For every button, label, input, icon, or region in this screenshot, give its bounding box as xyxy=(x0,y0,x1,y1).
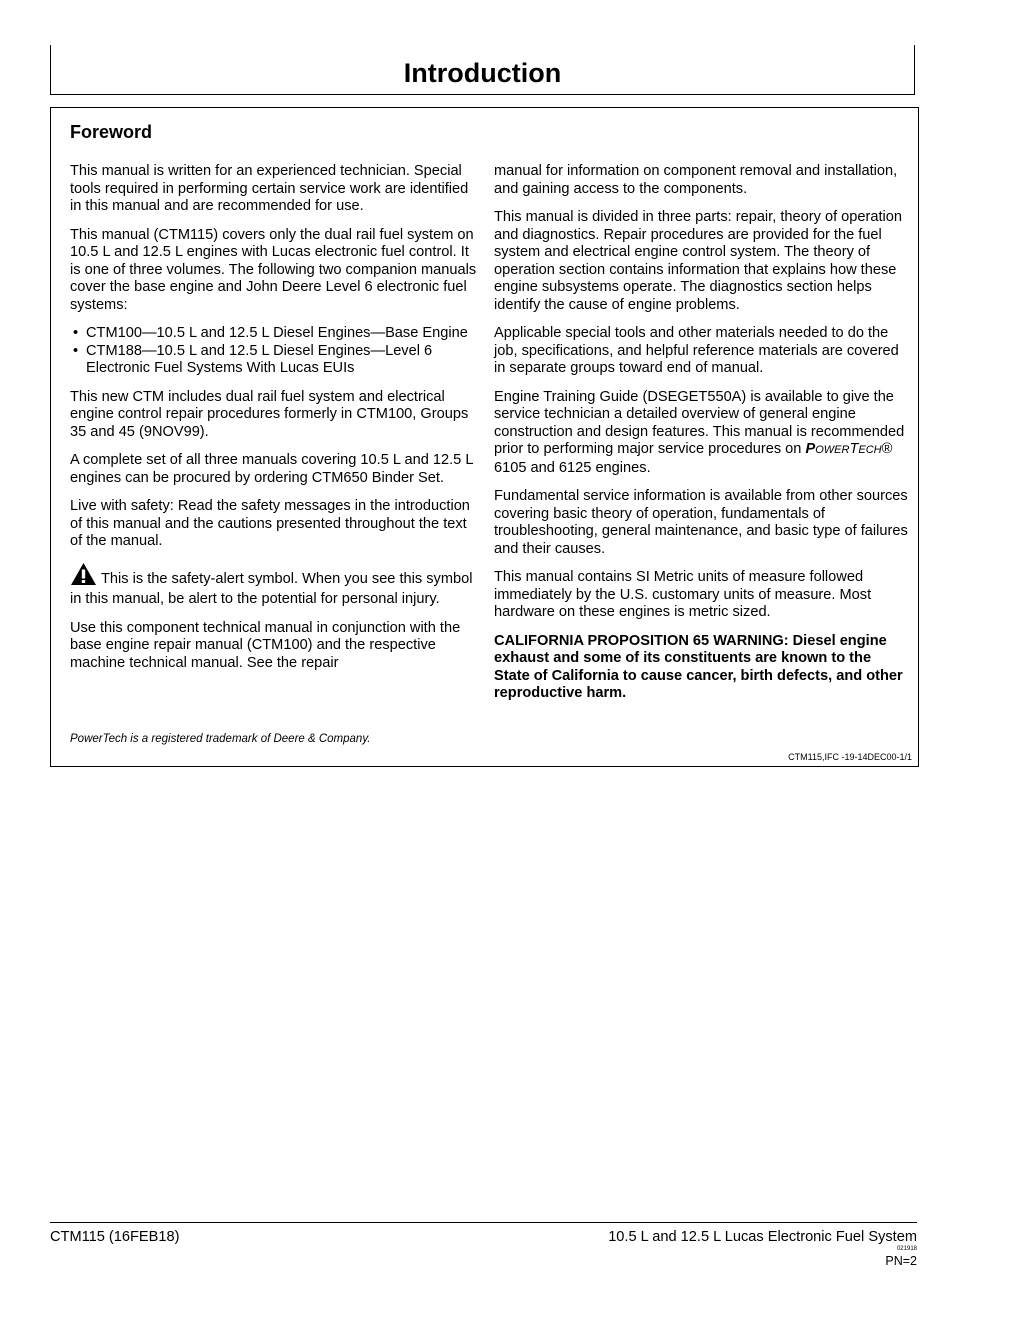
footer-manual-id: CTM115 (16FEB18) xyxy=(50,1229,180,1245)
paragraph: Applicable special tools and other materials needed to do the job, specifications, and helpful reference materials are covered in separate groups toward end of manual. xyxy=(494,325,899,376)
paragraph: Use this component technical manual in conjunction with the base engine repair manual (CTM100) and the respective machine technical manual. See the repair xyxy=(70,619,461,671)
paragraph xyxy=(494,389,909,478)
safety-alert-icon xyxy=(70,562,97,592)
paragraph: This manual (CTM115) covers only the dual rail fuel system on 10.5 L and 12.5 L engines with Lucas electronic fuel control. It is one of three volumes. The following two companion manuals cover the base engine and John Deere Level 6 electronic fuel systems: xyxy=(70,226,477,313)
list-item: • CTM188—10.5 L and 12.5 L Diesel Engines—Level 6 Electronic Fuel Systems With Lucas EUIs xyxy=(70,343,480,378)
brand-powertech: T xyxy=(849,441,859,457)
page-title: Introduction xyxy=(403,58,562,88)
left-column xyxy=(70,163,480,683)
paragraph: This manual contains SI Metric units of measure followed immediately by the U.S. customary units of measure. Most hardware on these engines is metric sized. xyxy=(494,569,872,620)
training-guide-text: Engine Training Guide (DSEGET550A) is available to give the service technician a detailed overview of general engine construction and design features. This manual is recommended prior to performing major service procedures on xyxy=(494,388,905,457)
section-title: Foreword xyxy=(70,122,153,142)
paragraph: This manual is divided in three parts: repair, theory of operation and diagnostics. Repair procedures are provided for the fuel system and electrical engine control system. The theory of operation section contains information that explains how these engine subsystems operate. The diagnostics section helps identify the cause of engine problems. xyxy=(494,209,903,313)
list-item: • CTM100—10.5 L and 12.5 L Diesel Engines—Base Engine xyxy=(70,325,480,343)
paragraph: manual for information on component removal and installation, and gaining access to the components. xyxy=(494,163,898,197)
footer-date-code: 021918 xyxy=(896,1246,917,1252)
trademark-note: PowerTech is a registered trademark of Deere & Company. xyxy=(70,733,371,745)
right-column xyxy=(494,163,909,714)
footer-divider xyxy=(50,1222,917,1223)
header-box xyxy=(50,45,915,95)
brand-powertech: ECH xyxy=(858,444,882,456)
safety-alert-text: This is the safety-alert symbol. When you see this symbol in this manual, be alert to the potential for personal injury. xyxy=(70,570,473,607)
page-number: PN=2 xyxy=(885,1254,917,1268)
paragraph: Fundamental service information is available from other sources covering basic theory of operation, fundamentals of troubleshooting, general maintenance, and basic type of failures and their causes. xyxy=(494,488,908,557)
safety-alert-paragraph xyxy=(70,562,480,609)
reference-code: CTM115,IFC -19-14DEC00-1/1 xyxy=(788,752,912,762)
paragraph: This new CTM includes dual rail fuel system and electrical engine control repair procedures formerly in CTM100, Groups 35 and 45 (9NOV99). xyxy=(70,388,469,440)
content-box xyxy=(50,107,919,767)
companion-manuals-list xyxy=(70,325,480,378)
footer-manual-title: 10.5 L and 12.5 L Lucas Electronic Fuel System xyxy=(608,1229,917,1245)
paragraph: This manual is written for an experienced technician. Special tools required in performing certain service work are identified in this manual and are recommended for use. xyxy=(70,163,469,214)
brand-powertech: OWER xyxy=(815,444,850,456)
prop65-warning: CALIFORNIA PROPOSITION 65 WARNING: Diesel engine exhaust and some of its constituents are known to the State of California to cause cancer, birth defects, and other reproductive harm. xyxy=(494,632,903,701)
training-guide-text: ® 6105 and 6125 engines. xyxy=(494,441,893,476)
paragraph: A complete set of all three manuals covering 10.5 L and 12.5 L engines can be procured by ordering CTM650 Binder Set. xyxy=(70,452,473,486)
brand-powertech: P xyxy=(805,441,816,457)
paragraph: Live with safety: Read the safety messages in the introduction of this manual and the cautions presented throughout the text of the manual. xyxy=(70,498,470,549)
